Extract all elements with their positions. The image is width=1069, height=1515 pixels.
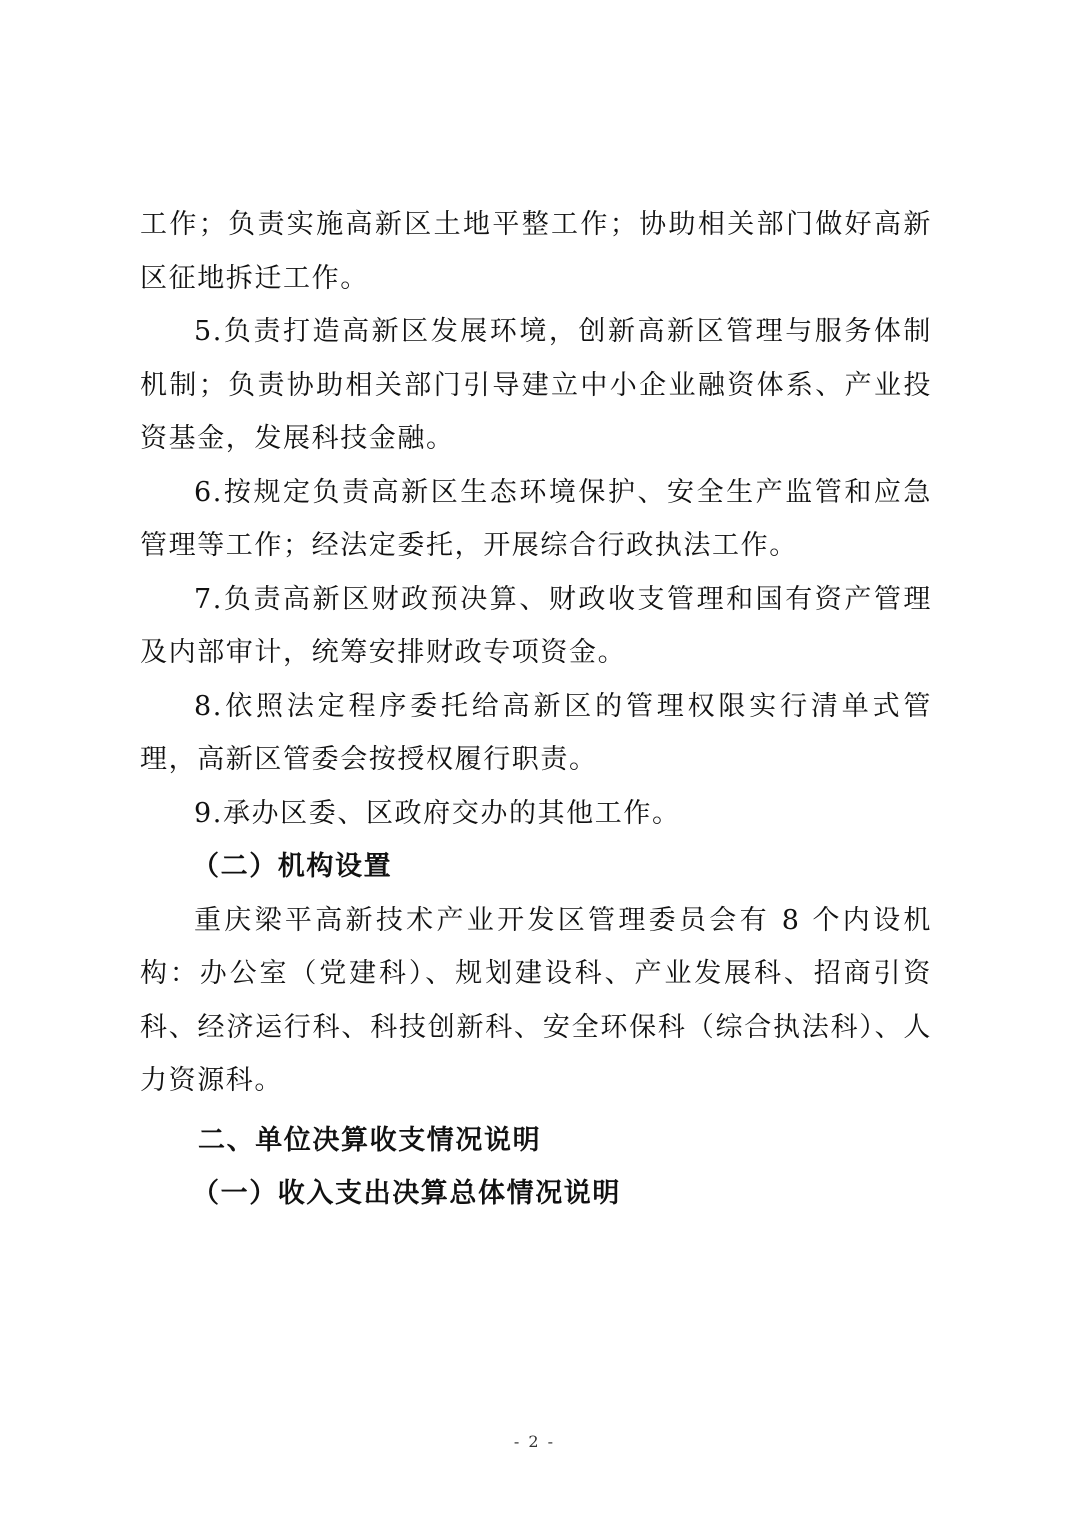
paragraph-duty-6: 6.按规定负责高新区生态环境保护、安全生产监管和应急管理等工作；经法定委托，开展综合行政执法工作。 (140, 476, 932, 561)
paragraph-internal-departments: 重庆梁平高新技术产业开发区管理委员会有 8 个内设机构：办公室（党建科）、规划建设科、产业发展科、招商引资科、经济运行科、科技创新科、安全环保科（综合执法科）、人力资源科。 (140, 904, 932, 1096)
heading-organization-setup: （二）机构设置 (192, 851, 393, 882)
paragraph-duty-9: 9.承办区委、区政府交办的其他工作。 (194, 797, 681, 829)
paragraph-duty-continuation: 工作；负责实施高新区土地平整工作；协助相关部门做好高新区征地拆迁工作。 (140, 209, 932, 294)
paragraph-duty-5: 5.负责打造高新区发展环境，创新高新区管理与服务体制机制；负责协助相关部门引导建立中小企业融资体系、产业投资基金，发展科技金融。 (140, 316, 932, 454)
paragraph-duty-7: 7.负责高新区财政预决算、财政收支管理和国有资产管理及内部审计，统筹安排财政专项资金。 (140, 583, 932, 668)
document-body (140, 198, 932, 1221)
heading-income-expenditure-overview: （一）收入支出决算总体情况说明 (192, 1178, 621, 1209)
page-number: - 2 - (513, 1432, 556, 1451)
paragraph-duty-8: 8.依照法定程序委托给高新区的管理权限实行清单式管理，高新区管委会按授权履行职责。 (140, 690, 932, 775)
heading-final-accounts-section: 二、单位决算收支情况说明 (198, 1124, 542, 1156)
